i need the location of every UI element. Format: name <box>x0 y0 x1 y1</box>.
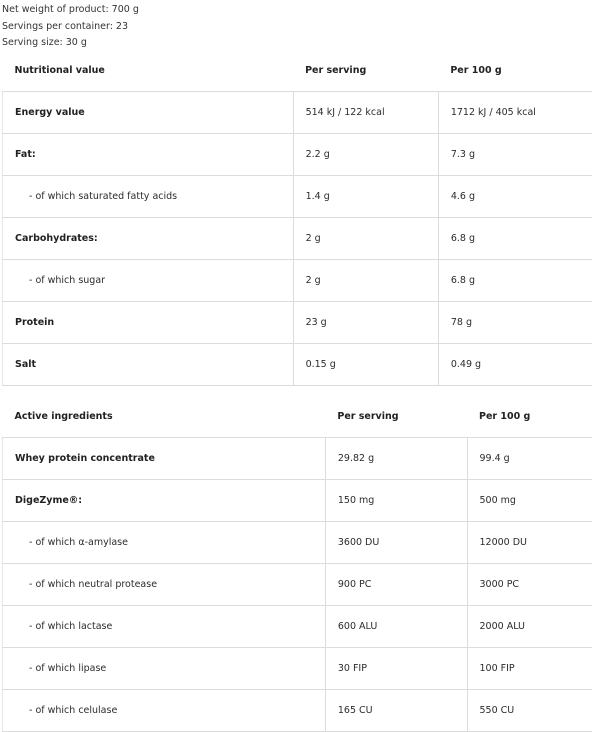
product-meta <box>2 2 139 52</box>
table-row <box>3 690 592 732</box>
row-per-serving: 23 g <box>293 302 438 344</box>
active-header-row <box>3 395 592 438</box>
row-per-serving: 29.82 g <box>325 438 467 480</box>
row-label: - of which celulase <box>3 690 326 732</box>
table-row <box>3 480 592 522</box>
row-per-100g: 1712 kJ / 405 kcal <box>438 92 592 134</box>
row-per-serving: 2 g <box>293 218 438 260</box>
row-label: - of which α-amylase <box>3 522 326 564</box>
nutrition-table <box>2 49 592 386</box>
row-per-100g: 4.6 g <box>438 176 592 218</box>
row-per-serving: 900 PC <box>325 564 467 606</box>
row-label: - of which saturated fatty acids <box>3 176 294 218</box>
row-label: - of which lactase <box>3 606 326 648</box>
row-per-100g: 78 g <box>438 302 592 344</box>
row-per-serving: 2 g <box>293 260 438 302</box>
nutrition-header-row <box>3 49 592 92</box>
active-ingredients-table <box>2 395 592 732</box>
row-per-serving: 150 mg <box>325 480 467 522</box>
row-per-100g: 0.49 g <box>438 344 592 386</box>
table-row <box>3 176 592 218</box>
table-row <box>3 302 592 344</box>
row-per-100g: 100 FIP <box>467 648 592 690</box>
header-per-serving: Per serving <box>325 395 467 438</box>
row-label: - of which sugar <box>3 260 294 302</box>
table-row <box>3 218 592 260</box>
table-row <box>3 438 592 480</box>
row-per-100g: 12000 DU <box>467 522 592 564</box>
row-per-100g: 500 mg <box>467 480 592 522</box>
row-per-serving: 600 ALU <box>325 606 467 648</box>
row-per-100g: 6.8 g <box>438 260 592 302</box>
row-per-100g: 6.8 g <box>438 218 592 260</box>
header-active-ingredients: Active ingredients <box>3 395 326 438</box>
table-row <box>3 522 592 564</box>
row-per-100g: 550 CU <box>467 690 592 732</box>
row-per-100g: 7.3 g <box>438 134 592 176</box>
row-per-serving: 0.15 g <box>293 344 438 386</box>
row-label: Whey protein concentrate <box>3 438 326 480</box>
table-row <box>3 648 592 690</box>
header-per-100g: Per 100 g <box>438 49 592 92</box>
row-per-serving: 165 CU <box>325 690 467 732</box>
table-row <box>3 260 592 302</box>
table-row <box>3 134 592 176</box>
row-label: Salt <box>3 344 294 386</box>
header-per-100g: Per 100 g <box>467 395 592 438</box>
row-per-serving: 3600 DU <box>325 522 467 564</box>
row-label: - of which neutral protease <box>3 564 326 606</box>
row-per-100g: 99.4 g <box>467 438 592 480</box>
servings-per-container: Servings per container: 23 <box>2 19 139 36</box>
net-weight: Net weight of product: 700 g <box>2 2 139 19</box>
row-label: Protein <box>3 302 294 344</box>
row-label: Fat: <box>3 134 294 176</box>
table-row <box>3 344 592 386</box>
row-per-serving: 30 FIP <box>325 648 467 690</box>
table-row <box>3 92 592 134</box>
table-row <box>3 606 592 648</box>
row-label: - of which lipase <box>3 648 326 690</box>
serving-size: Serving size: 30 g <box>2 35 139 52</box>
row-per-serving: 1.4 g <box>293 176 438 218</box>
row-per-100g: 2000 ALU <box>467 606 592 648</box>
row-per-serving: 514 kJ / 122 kcal <box>293 92 438 134</box>
header-per-serving: Per serving <box>293 49 438 92</box>
row-per-100g: 3000 PC <box>467 564 592 606</box>
header-nutritional-value: Nutritional value <box>3 49 294 92</box>
row-label: DigeZyme®: <box>3 480 326 522</box>
table-row <box>3 564 592 606</box>
row-label: Energy value <box>3 92 294 134</box>
row-label: Carbohydrates: <box>3 218 294 260</box>
row-per-serving: 2.2 g <box>293 134 438 176</box>
